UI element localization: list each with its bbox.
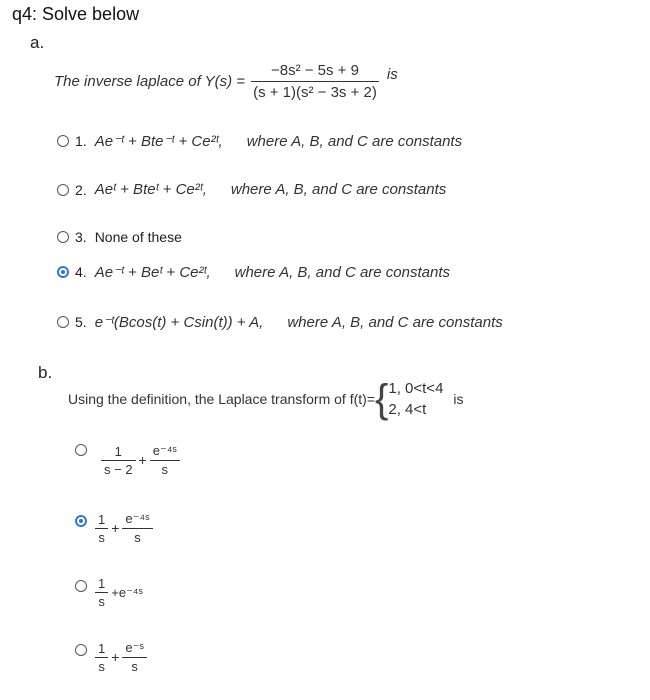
question-title: q4: Solve below <box>12 4 140 24</box>
option-number: 4. <box>75 264 87 280</box>
part-a-numerator: −8s² − 5s + 9 <box>251 62 379 82</box>
part-b-option-1[interactable] <box>75 443 180 477</box>
term-fraction <box>150 443 180 477</box>
part-b-option-2[interactable] <box>75 511 153 545</box>
option-number: 1. <box>75 133 87 149</box>
part-b-label: b. <box>38 363 53 382</box>
fraction-denominator: s <box>98 658 105 674</box>
term-fraction <box>95 641 108 674</box>
part-a-label: a. <box>30 33 45 52</box>
plus-sign: + <box>111 649 120 665</box>
fraction-numerator: e⁻⁴ˢ <box>122 511 152 529</box>
plus-exponential-term: +e⁻⁴ˢ <box>111 584 143 600</box>
term-fraction <box>101 444 136 477</box>
part-a-prompt-suffix: is <box>386 66 398 83</box>
term-fraction <box>122 640 147 674</box>
part-b-option-3[interactable] <box>75 576 146 609</box>
part-a-option-4[interactable] <box>57 263 450 281</box>
fraction-denominator: s <box>98 594 105 609</box>
term-fraction <box>95 512 108 545</box>
option-note: where A, B, and C are constants <box>287 313 503 331</box>
piecewise-cases <box>388 378 443 420</box>
part-a-prompt-prefix: The inverse laplace of Y(s) = <box>54 73 246 90</box>
part-a-option-3[interactable] <box>57 229 182 245</box>
case-1: 1, 0<t<4 <box>388 380 444 397</box>
fraction-numerator: 1 <box>95 576 108 593</box>
fraction-numerator: 1 <box>95 512 108 529</box>
fraction-denominator: s <box>161 462 169 477</box>
radio-button[interactable] <box>57 231 69 243</box>
part-a-option-1[interactable] <box>57 132 462 150</box>
option-note: where A, B, and C are constants <box>230 181 447 198</box>
fraction-denominator: s <box>131 659 138 674</box>
option-number: 2. <box>75 181 87 198</box>
term-fraction <box>95 576 108 609</box>
fraction-numerator: 1 <box>95 641 108 658</box>
radio-button[interactable] <box>57 135 69 147</box>
radio-button[interactable] <box>75 444 87 456</box>
radio-button[interactable] <box>75 644 87 656</box>
fraction-numerator: e⁻⁴ˢ <box>150 443 180 461</box>
part-a-denominator: (s + 1)(s² − 3s + 2) <box>253 84 377 101</box>
fraction-numerator: 1 <box>101 444 136 461</box>
option-expression: Ae⁻ᵗ + Beᵗ + Ce²ᵗ, <box>94 264 211 281</box>
option-expression: Aeᵗ + Bteᵗ + Ce²ᵗ, <box>94 181 207 198</box>
term-fraction <box>122 511 152 545</box>
radio-button-selected[interactable] <box>57 266 69 278</box>
case-2: 2, 4<t <box>388 401 427 418</box>
fraction-denominator: s <box>134 530 141 545</box>
part-a-fraction <box>251 62 379 101</box>
part-b-prompt-prefix: Using the definition, the Laplace transform of f(t)= <box>68 391 375 407</box>
part-b-prompt <box>68 378 464 420</box>
radio-button[interactable] <box>57 184 69 196</box>
brace-icon: { <box>375 377 389 421</box>
fraction-denominator: s − 2 <box>104 461 133 477</box>
part-a-option-5[interactable] <box>57 313 503 331</box>
option-expression: None of these <box>94 229 182 245</box>
option-expression: e⁻ᵗ(Bcos(t) + Csin(t)) + A, <box>94 314 264 331</box>
part-a-prompt <box>54 62 398 101</box>
radio-button[interactable] <box>75 580 87 592</box>
option-note: where A, B, and C are constants <box>234 263 451 281</box>
option-number: 3. <box>75 229 87 245</box>
plus-sign: + <box>111 520 120 536</box>
fraction-denominator: s <box>98 529 105 545</box>
fraction-numerator: e⁻ˢ <box>122 640 147 658</box>
part-b-prompt-suffix: is <box>453 391 464 407</box>
part-a-option-2[interactable] <box>57 181 446 198</box>
option-expression: Ae⁻ᵗ + Bte⁻ᵗ + Ce²ᵗ, <box>94 133 223 150</box>
plus-sign: + <box>138 452 147 468</box>
radio-button[interactable] <box>57 316 69 328</box>
option-note: where A, B, and C are constants <box>246 132 463 150</box>
part-b-option-4[interactable] <box>75 640 147 674</box>
option-number: 5. <box>75 314 87 330</box>
radio-button-selected[interactable] <box>75 515 87 527</box>
